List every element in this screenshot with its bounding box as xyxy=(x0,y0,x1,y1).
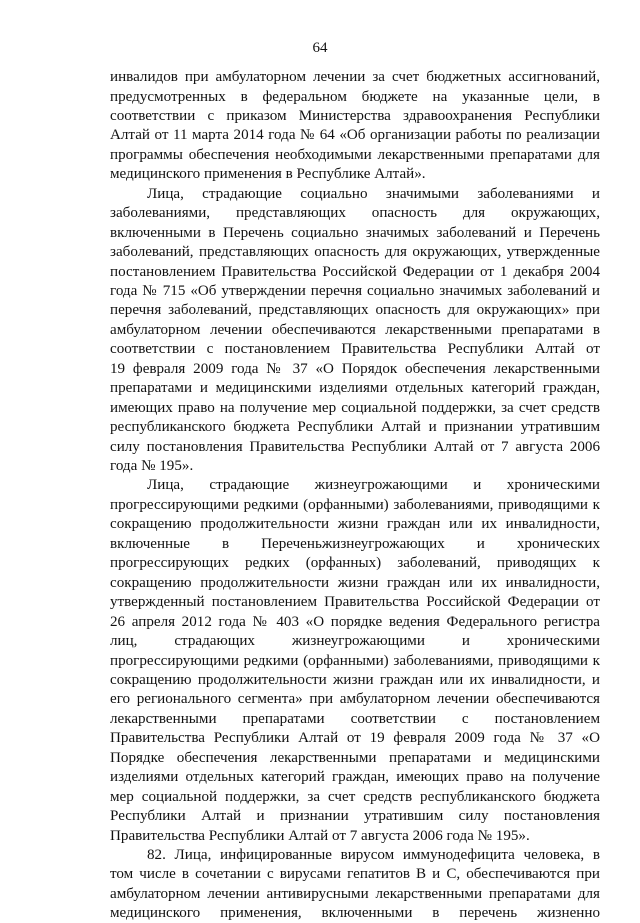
text-line: Правительства Республики Алтай от 19 февраля 2009 года № 37 «О xyxy=(110,730,600,747)
text-line: предусмотренных в федеральном бюджете на указанные цели, в xyxy=(110,88,600,105)
text-line: Республики Алтай и признании утратившим силу постановления xyxy=(110,808,600,825)
text-line: соответствии с постановлением Правительства Республики Алтай от xyxy=(110,341,600,358)
text-line: Правительства Республики Алтай от 7 августа 2006 года № 195». xyxy=(110,827,530,844)
text-line: 26 апреля 2012 года № 403 «О порядке ведения Федерального регистра xyxy=(110,613,600,630)
text-line: том числе в сочетании с вирусами гепатитов B и C, обеспечиваются при xyxy=(110,866,600,883)
text-line: изделиями отдельных категорий граждан, имеющих право на получение xyxy=(110,769,600,786)
text-line: сокращению продолжительности жизни граждан или их инвалидности, и xyxy=(110,671,600,688)
text-line: инвалидов при амбулаторном лечении за счет бюджетных ассигнований, xyxy=(110,69,600,85)
text-line: Лица, страдающие жизнеугрожающими и хроническими xyxy=(147,477,600,494)
text-line: постановлением Правительства Российской Федерации от 1 декабря 2004 xyxy=(110,263,600,280)
text-line: 19 февраля 2009 года № 37 «О Порядок обеспечения лекарственными xyxy=(110,360,600,377)
text-line: 82. Лица, инфицированные вирусом иммунодефицита человека, в xyxy=(147,847,600,863)
text-line: его регионального сегмента» при амбулаторном лечении обеспечиваются xyxy=(110,691,600,708)
text-line: заболеваний, представляющих опасность для окружающих, утвержденные xyxy=(110,244,600,260)
text-line: прогрессирующих редких (орфанных) заболеваний, приводящих к xyxy=(110,555,600,572)
text-line: лиц, страдающих жизнеугрожающими и хроническими xyxy=(110,633,600,649)
text-line: республиканского бюджета Республики Алтай и признании утратившим xyxy=(110,419,600,436)
text-line: медицинского применения, включенными в перечень жизненно xyxy=(110,905,600,922)
text-line: включенные в Переченьжизнеугрожающих и хронических xyxy=(110,535,600,552)
text-line: Алтай от 11 марта 2014 года № 64 «Об организации работы по реализации xyxy=(110,127,600,144)
text-line: прогрессирующими редкими (орфанными) заболеваниями, приводящими к xyxy=(110,496,600,513)
text-line: года № 715 «Об утверждении перечня социально значимых заболеваний и xyxy=(110,282,600,299)
text-line: утвержденный постановлением Правительства Российской Федерации от xyxy=(110,594,600,611)
text-line: мер социальной поддержки, за счет средств республиканского бюджета xyxy=(110,788,600,805)
text-line: перечня заболеваний, представляющих опасность для окружающих» при xyxy=(110,302,600,319)
text-line: заболеваниями, представляющих опасность для окружающих, xyxy=(110,205,600,222)
text-line: соответствии с приказом Министерства здравоохранения Республики xyxy=(110,107,600,124)
text-line: медицинского применения в Республике Алтай». xyxy=(110,166,426,183)
text-line: амбулаторном лечении обеспечиваются лекарственными препаратами в xyxy=(110,321,600,338)
text-line: включенными в Перечень социально значимых заболеваний и Перечень xyxy=(110,224,600,241)
text-line: Лица, страдающие социально значимыми заболеваниями и xyxy=(147,185,600,202)
page-number: 64 xyxy=(312,40,328,56)
text-line: сокращению продолжительности жизни граждан или их инвалидности, xyxy=(110,574,600,591)
text-line: программы обеспечения необходимыми лекарственными препаратами для xyxy=(110,146,600,163)
text-line: года № 195». xyxy=(110,458,194,474)
text-line: силу постановления Правительства Республики Алтай от 7 августа 2006 xyxy=(110,438,600,455)
text-line: прогрессирующими редкими (орфанными) заболеваниями, приводящими к xyxy=(110,652,600,669)
text-line: лекарственными препаратами соответствии с постановлением xyxy=(110,710,600,727)
text-line: препаратами и медицинскими изделиями отдельных категорий граждан, xyxy=(110,380,600,397)
text-line: имеющих право на получение мер социальной поддержки, за счет средств xyxy=(110,399,600,416)
text-line: сокращению продолжительности жизни граждан или их инвалидности, xyxy=(110,516,600,533)
text-line: Порядке обеспечения лекарственными препаратами и медицинскими xyxy=(110,749,600,766)
text-line: амбулаторном лечении антивирусными лекарственными препаратами для xyxy=(110,885,600,902)
